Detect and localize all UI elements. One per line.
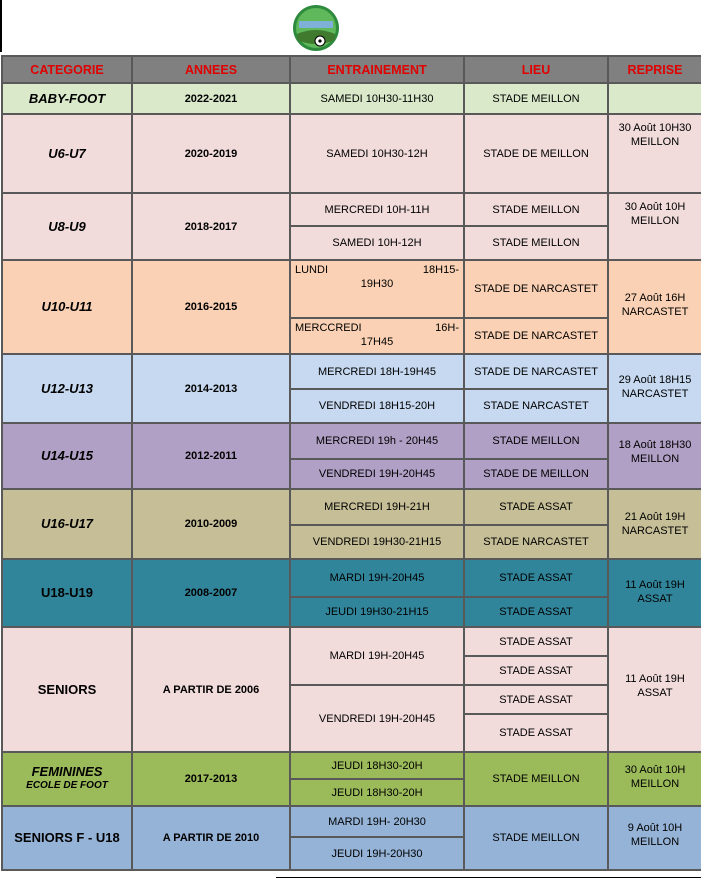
years-cell: 2022-2021 — [132, 83, 290, 114]
category-cell: U6-U7 — [2, 114, 132, 193]
header-entrainement: ENTRAINEMENT — [290, 56, 464, 83]
category-cell: SENIORS — [2, 627, 132, 752]
category-subtitle: ECOLE DE FOOT — [26, 780, 108, 791]
header-lieu: LIEU — [464, 56, 608, 83]
training-cell: SAMEDI 10H30-12H — [290, 114, 464, 193]
place-cell: STADE DE NARCASTET — [464, 318, 608, 354]
category-name: FEMININES — [31, 764, 103, 779]
place-cell: STADE DE MEILLON — [464, 459, 608, 489]
training-cell: JEUDI 19H30-21H15 — [290, 597, 464, 627]
header-annees: ANNEES — [132, 56, 290, 83]
category-cell: BABY-FOOT — [2, 83, 132, 114]
reprise-cell: 18 Août 18H30 MEILLON — [608, 423, 701, 489]
reprise-cell: 27 Août 16H NARCASTET — [608, 260, 701, 354]
table-row — [2, 260, 701, 318]
years-cell: 2017-2013 — [132, 752, 290, 806]
years-cell: A PARTIR DE 2006 — [132, 627, 290, 752]
years-cell: 2014-2013 — [132, 354, 290, 423]
table-row — [2, 559, 701, 597]
training-cell: MERCREDI 18H-19H45 — [290, 354, 464, 389]
reprise-cell: 21 Août 19H NARCASTET — [608, 489, 701, 559]
reprise-cell: 30 Août 10H MEILLON — [608, 752, 701, 806]
years-cell: 2010-2009 — [132, 489, 290, 559]
footer-line — [276, 877, 701, 878]
years-cell: 2012-2011 — [132, 423, 290, 489]
place-cell: STADE MEILLON — [464, 423, 608, 459]
table-row — [2, 752, 701, 779]
header-reprise: REPRISE — [608, 56, 701, 83]
place-cell: STADE MEILLON — [464, 226, 608, 260]
training-time-end: 17H45 — [360, 336, 394, 348]
training-time-end: 19H30 — [360, 278, 394, 290]
left-margin-line — [0, 0, 2, 52]
reprise-cell: 9 Août 10H MEILLON — [608, 806, 701, 870]
reprise-cell: 30 Août 10H MEILLON — [608, 193, 701, 260]
place-cell: STADE ASSAT — [464, 685, 608, 714]
place-cell: STADE DE NARCASTET — [464, 354, 608, 389]
years-cell: 2016-2015 — [132, 260, 290, 354]
club-logo-icon — [291, 4, 341, 52]
training-cell: MARDI 19H- 20H30 — [290, 806, 464, 837]
table-row — [2, 193, 701, 226]
training-cell: VENDREDI 19H30-21H15 — [290, 525, 464, 559]
place-cell: STADE ASSAT — [464, 559, 608, 597]
training-cell: MARDI 19H-20H45 — [290, 559, 464, 597]
place-cell: STADE DE NARCASTET — [464, 260, 608, 318]
table-row — [2, 83, 701, 114]
reprise-cell — [608, 83, 701, 114]
place-cell: STADE ASSAT — [464, 597, 608, 627]
training-time-start: 16H- — [435, 322, 459, 334]
place-cell: STADE NARCASTET — [464, 525, 608, 559]
header-categorie: CATEGORIE — [2, 56, 132, 83]
reprise-cell: 11 Août 19H ASSAT — [608, 627, 701, 752]
reprise-cell: 30 Août 10H30 MEILLON — [608, 114, 701, 193]
place-cell: STADE ASSAT — [464, 489, 608, 525]
training-time-start: 18H15- — [422, 264, 459, 276]
training-cell: VENDREDI 19H-20H45 — [290, 459, 464, 489]
training-cell: JEUDI 19H-20H30 — [290, 837, 464, 870]
years-cell: A PARTIR DE 2010 — [132, 806, 290, 870]
training-day: MERCCREDI — [295, 322, 362, 334]
training-cell — [290, 318, 464, 354]
table-row — [2, 114, 701, 193]
years-cell: 2018-2017 — [132, 193, 290, 260]
years-cell: 2020-2019 — [132, 114, 290, 193]
training-cell: MARDI 19H-20H45 — [290, 627, 464, 685]
header-row — [2, 56, 701, 83]
training-cell: JEUDI 18H30-20H — [290, 752, 464, 779]
training-cell — [290, 260, 464, 318]
training-cell: MERCREDI 19H-21H — [290, 489, 464, 525]
place-cell: STADE ASSAT — [464, 714, 608, 752]
table-row — [2, 806, 701, 837]
place-cell: STADE MEILLON — [464, 752, 608, 806]
training-cell: VENDREDI 19H-20H45 — [290, 685, 464, 752]
place-cell: STADE DE MEILLON — [464, 114, 608, 193]
table-row — [2, 423, 701, 459]
table-row — [2, 354, 701, 389]
years-cell: 2008-2007 — [132, 559, 290, 627]
category-cell: U12-U13 — [2, 354, 132, 423]
training-cell: JEUDI 18H30-20H — [290, 779, 464, 806]
category-cell — [2, 752, 132, 806]
place-cell: STADE ASSAT — [464, 627, 608, 656]
table-row — [2, 627, 701, 656]
place-cell: STADE NARCASTET — [464, 389, 608, 423]
category-cell: SENIORS F - U18 — [2, 806, 132, 870]
place-cell: STADE MEILLON — [464, 83, 608, 114]
place-cell: STADE ASSAT — [464, 656, 608, 685]
training-cell: MERCREDI 10H-11H — [290, 193, 464, 226]
training-schedule-table — [1, 55, 701, 871]
category-cell: U18-U19 — [2, 559, 132, 627]
training-cell: MERCREDI 19h - 20H45 — [290, 423, 464, 459]
reprise-cell: 29 Août 18H15 NARCASTET — [608, 354, 701, 423]
place-cell: STADE MEILLON — [464, 806, 608, 870]
category-cell: U10-U11 — [2, 260, 132, 354]
training-day: LUNDI — [295, 264, 329, 276]
category-cell: U16-U17 — [2, 489, 132, 559]
table-row — [2, 489, 701, 525]
training-cell: SAMEDI 10H-12H — [290, 226, 464, 260]
training-cell: SAMEDI 10H30-11H30 — [290, 83, 464, 114]
category-cell: U14-U15 — [2, 423, 132, 489]
category-cell: U8-U9 — [2, 193, 132, 260]
training-cell: VENDREDI 18H15-20H — [290, 389, 464, 423]
place-cell: STADE MEILLON — [464, 193, 608, 226]
reprise-cell: 11 Août 19H ASSAT — [608, 559, 701, 627]
